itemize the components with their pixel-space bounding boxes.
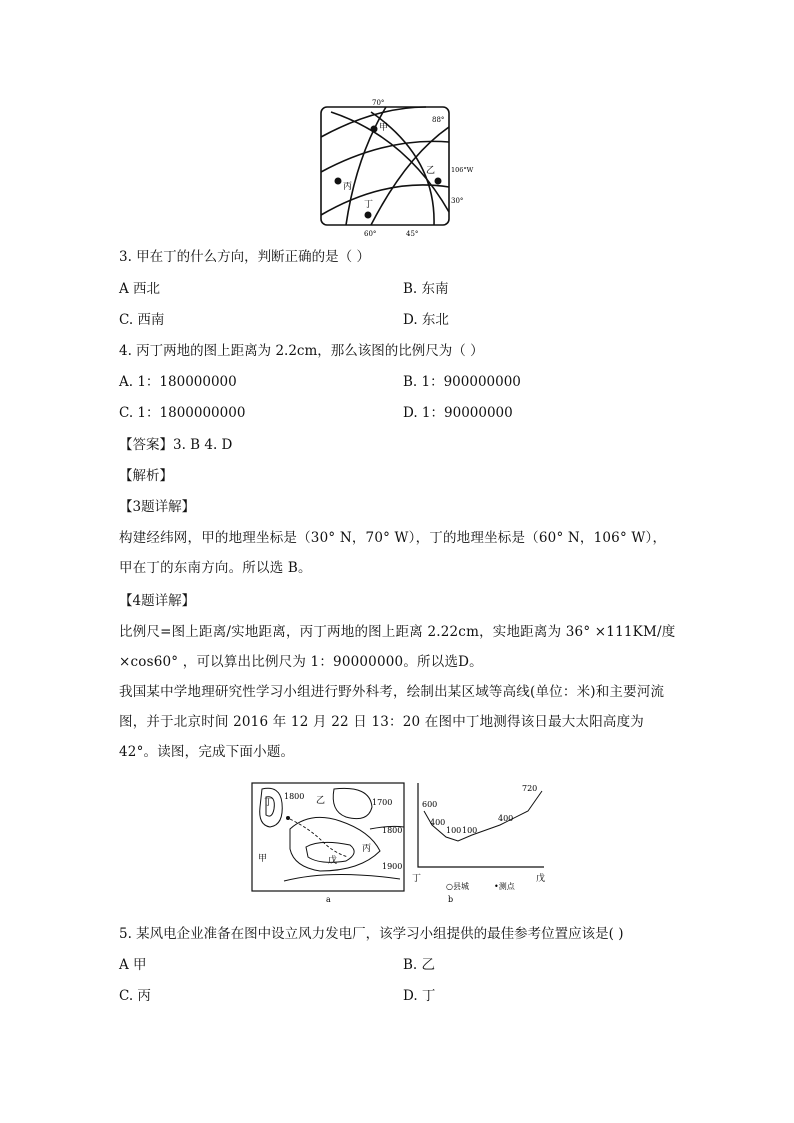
- map-label-bing: 丙: [362, 844, 372, 854]
- q4-detail-title: 【4题详解】: [119, 593, 196, 609]
- county-town-marker: [286, 816, 290, 820]
- label-lon70: 70°: [372, 99, 385, 107]
- contour-line: [333, 788, 372, 818]
- question-5-stem: 5. 某风电企业准备在图中设立风力发电厂，该学习小组提供的最佳参考位置应该是( ): [119, 926, 624, 942]
- question-4-stem: 4. 丙丁两地的图上距离为 2.2cm，那么该图的比例尺为（ ）: [119, 343, 484, 359]
- q4-option-a: A. 1：180000000: [119, 374, 237, 390]
- map-label-yi: 乙: [316, 796, 326, 806]
- q3-option-c: C. 西南: [119, 312, 165, 328]
- map-label-c1800a: 1800: [284, 792, 305, 801]
- intro-text: 我国某中学地理研究性学习小组进行野外科考，绘制出某区域等高线(单位：米)和主要河流图，并于北京时间 2016 年 12 月 22 日 13：20 在图中丁地测得该日最大太阳高度为 42°。读图，完成下面小题。: [119, 684, 665, 760]
- q5-option-a: A 甲: [119, 957, 147, 973]
- q3-option-d: D. 东北: [403, 312, 449, 328]
- profile-label-wu: 戊: [536, 874, 546, 884]
- label-ding: 丁: [364, 200, 374, 210]
- profile-label-400b: 400: [498, 814, 514, 823]
- q4-option-b: B. 1：900000000: [403, 374, 521, 390]
- point-bing: [335, 178, 342, 185]
- label-lon88: 88°: [432, 116, 445, 124]
- label-lat60: 60°: [364, 230, 377, 238]
- profile-label-600: 600: [422, 800, 438, 809]
- map-label-wu: 戊: [328, 856, 338, 866]
- q4-detail-text: 比例尺=图上距离/实地距离，丙丁两地的图上距离 2.22cm，实地距离为 36° ×111KM/度×cos60° ，可以算出比例尺为 1：90000000。所以选D。: [119, 624, 676, 670]
- point-yi: [435, 178, 442, 185]
- map-label-c1700: 1700: [372, 798, 393, 807]
- legend-county: ○县城: [446, 882, 469, 891]
- map-label-c1800b: 1800: [382, 826, 403, 835]
- map-label-ding: 丁: [264, 798, 274, 808]
- q5-option-c: C. 丙: [119, 988, 151, 1004]
- contour-line: [284, 874, 400, 881]
- label-bing: 丙: [343, 182, 353, 192]
- map-caption-a: a: [326, 895, 331, 904]
- analysis-title: 【解析】: [119, 468, 173, 484]
- point-ding: [365, 212, 372, 219]
- label-jia: 甲: [379, 123, 389, 133]
- profile-label-400a: 400: [430, 818, 446, 827]
- point-jia: [371, 126, 378, 133]
- profile-label-100b: 100: [462, 826, 478, 835]
- label-lat30: 30°: [451, 197, 464, 205]
- label-lon45: 45°: [406, 230, 419, 238]
- q3-option-a: A 西北: [119, 281, 161, 297]
- question-3-stem: 3. 甲在丁的什么方向，判断正确的是（ ）: [119, 249, 370, 265]
- q4-option-d: D. 1：90000000: [403, 405, 513, 421]
- q4-option-c: C. 1：1800000000: [119, 405, 246, 421]
- profile-caption-b: b: [448, 895, 454, 904]
- profile-label-ding: 丁: [412, 874, 422, 884]
- q5-option-b: B. 乙: [403, 957, 436, 973]
- q3-detail-title: 【3题详解】: [119, 499, 196, 515]
- river-line: [290, 819, 348, 857]
- contour-figure: [250, 781, 550, 903]
- profile-label-720: 720: [522, 784, 538, 793]
- label-yi: 乙: [426, 166, 436, 176]
- q3-detail-text: 构建经纬网，甲的地理坐标是（30° N，70° W），丁的地理坐标是（60° N，106° W），甲在丁的东南方向。所以选 B。: [119, 530, 667, 576]
- profile-label-100a: 100: [446, 826, 462, 835]
- map-label-jia: 甲: [258, 854, 268, 864]
- legend-point: •测点: [494, 882, 515, 891]
- q5-option-d: D. 丁: [403, 988, 436, 1004]
- profile-curve: [424, 791, 542, 841]
- map-label-c1900: 1900: [382, 862, 403, 871]
- q3-option-b: B. 东南: [403, 281, 449, 297]
- label-lon106w: 106°W: [451, 166, 474, 174]
- graticule-figure: [316, 97, 474, 239]
- answer-line: 【答案】3. B 4. D: [119, 437, 233, 453]
